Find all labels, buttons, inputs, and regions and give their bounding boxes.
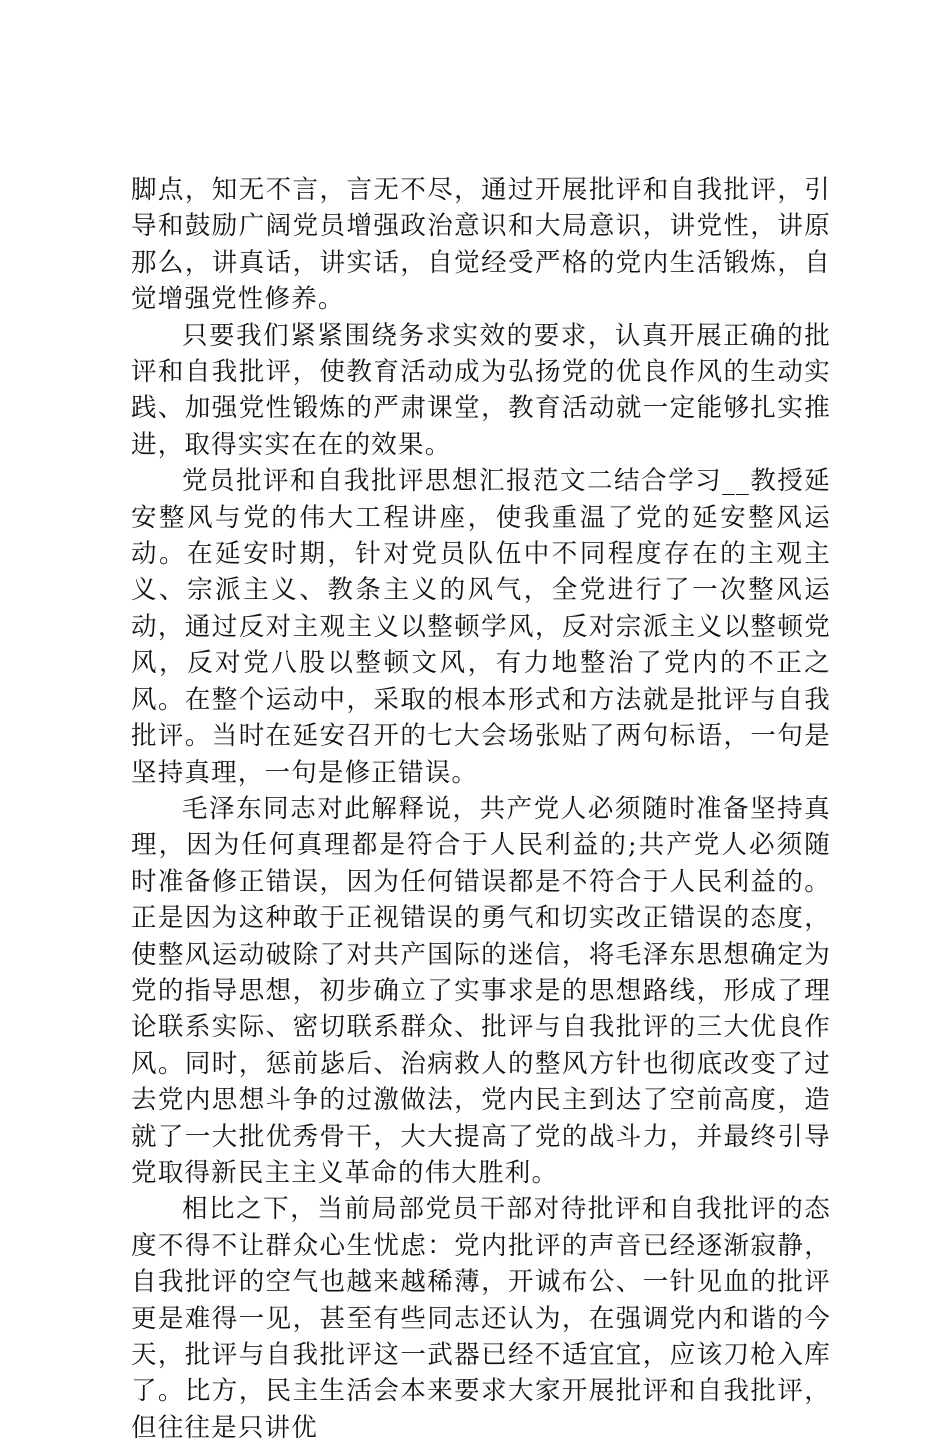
paragraph-2: 只要我们紧紧围绕务求实效的要求，认真开展正确的批评和自我批评，使教育活动成为弘扬党的优良作风的生动实践、加强党性锻炼的严肃课堂，教育活动就一定能够扎实推进，取得实实在在的效果。 [131, 320, 831, 460]
paragraph-5: 相比之下，当前局部党员干部对待批评和自我批评的态度不得不让群众心生忧虑：党内批评的声音已经逐渐寂静，自我批评的空气也越来越稀薄，开诚布公、一针见血的批评更是难得一见，甚至有些同志还认为，在强调党内和谐的今天，批评与自我批评这一武器已经不适宜宜，应该刀枪入库了。比方，民主生活会本来要求大家开展批评和自我批评，但往往是只讲优 [131, 1194, 831, 1443]
paragraph-4: 毛泽东同志对此解释说，共产党人必须随时准备坚持真理，因为任何真理都是符合于人民利益的;共产党人必须随时准备修正错误，因为任何错误都是不符合于人民利益的。正是因为这种敢于正视错误的勇气和切实改正错误的态度，使整风运动破除了对共产国际的迷信，将毛泽东思想确定为党的指导思想，初步确立了实事求是的思想路线，形成了理论联系实际、密切联系群众、批评与自我批评的三大优良作风。同时，惩前毖后、治病救人的整风方针也彻底改变了过去党内思想斗争的过激做法，党内民主到达了空前高度，造就了一大批优秀骨干，大大提高了党的战斗力，并最终引导党取得新民主主义革命的伟大胜利。 [131, 793, 831, 1188]
paragraph-3: 党员批评和自我批评思想汇报范文二结合学习__教授延安整风与党的伟大工程讲座，使我重温了党的延安整风运动。在延安时期，针对党员队伍中不同程度存在的主观主义、宗派主义、教条主义的风气，全党进行了一次整风运动，通过反对主观主义以整顿学风，反对宗派主义以整顿党风，反对党八股以整顿文风，有力地整治了党内的不正之风。在整个运动中，采取的根本形式和方法就是批评与自我批评。当时在延安召开的七大会场张贴了两句标语，一句是坚持真理，一句是修正错误。 [131, 466, 831, 788]
body-text [131, 172, 831, 1446]
paragraph-1: 脚点，知无不言，言无不尽，通过开展批评和自我批评，引导和鼓励广阔党员增强政治意识和大局意识，讲党性，讲原那么，讲真话，讲实话，自觉经受严格的党内生活锻炼，自觉增强党性修养。 [131, 175, 831, 315]
